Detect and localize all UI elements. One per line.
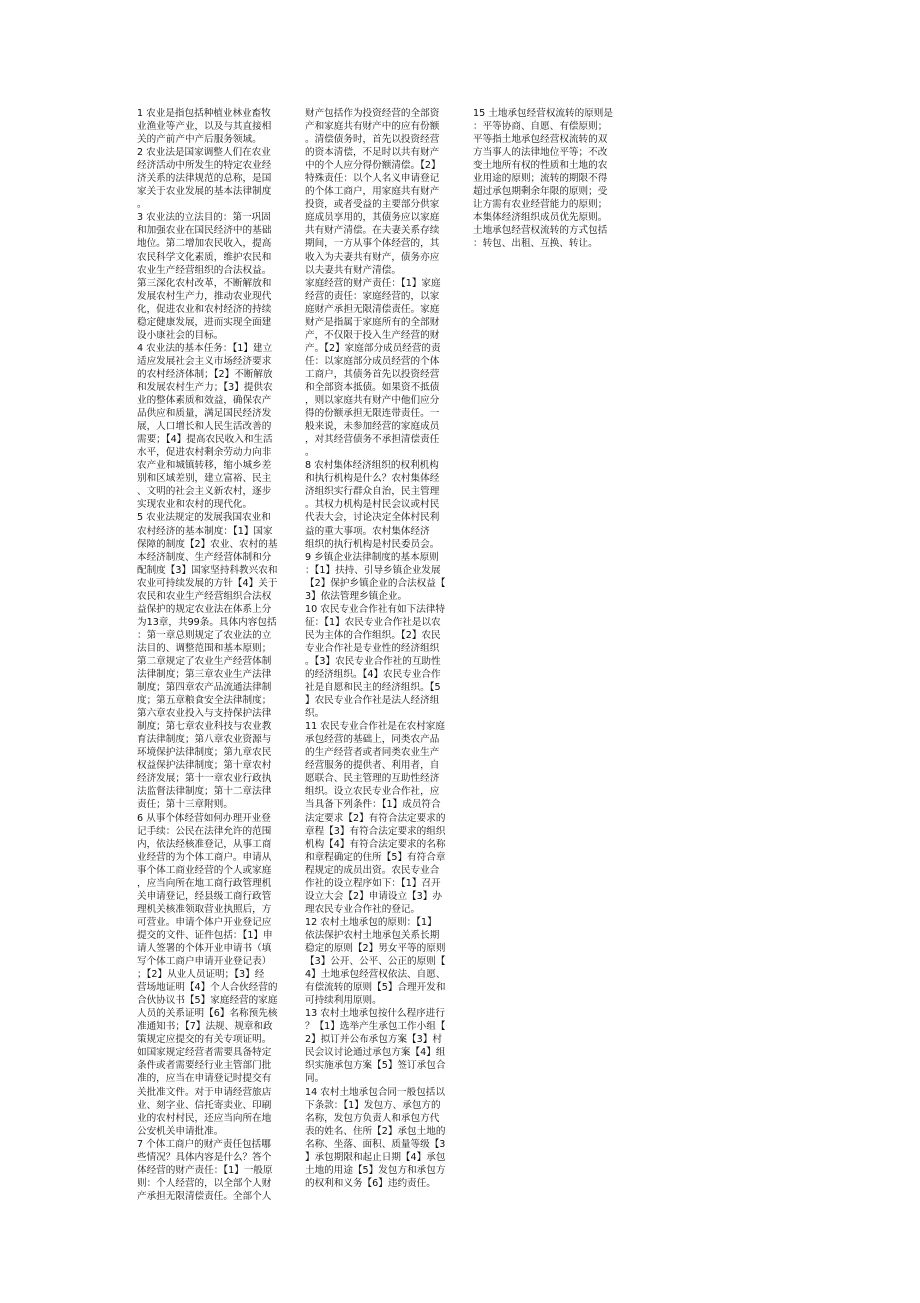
text-line: 【2】保护乡镇企业的合法权益【: [305, 577, 446, 589]
text-line: 。【3】农民专业合作社的互助性: [305, 655, 441, 667]
text-line: 益保护的规定农业法在体系上分: [137, 603, 272, 615]
text-line: 家关于农业发展的基本法律制度: [137, 186, 272, 198]
text-line: 策规定应提交的有关专项证明。: [137, 1034, 272, 1046]
text-line: ，应当向所在地工商行政管理机: [137, 877, 272, 889]
text-line: 中的个人应分得份额清偿。【2】: [305, 160, 441, 172]
text-line: 章程【3】有符合法定要求的组织: [305, 825, 446, 837]
text-line: 制度；第七章农业科技与农业教: [137, 721, 272, 733]
text-line: 准的，应当在申请登记时提交有: [137, 1073, 272, 1085]
text-line: 庭财产承担无限清偿责任。家庭: [305, 303, 440, 315]
text-line: 产承担无限清偿责任。全部个人: [137, 1190, 272, 1202]
text-line: 家庭经营的财产责任：【1】家庭: [305, 277, 441, 289]
text-line: 关申请登记，经县级工商行政管: [137, 890, 272, 902]
text-line: 法定要求【2】有符合法定要求的: [305, 812, 446, 824]
text-line: 配制度【3】国家坚持科教兴农和: [137, 564, 278, 576]
text-line: 得的份额承担无限连带责任。一: [305, 408, 440, 420]
text-line: 4 农业法的基本任务：【1】建立: [137, 342, 273, 354]
text-line: ：转包、出租、互换、转让。: [473, 238, 598, 250]
text-line: 的经济组织。【4】农民专业合作: [305, 669, 441, 681]
text-line: 经济发展；第十一章农业行政执: [137, 773, 272, 785]
text-line: 的资本清偿，不足时以共有财产: [305, 147, 440, 159]
text-line: 3 农业法的立法目的：第一巩固: [137, 212, 271, 224]
text-line: 业渔业等产业，以及与其直接相: [137, 121, 272, 133]
text-line: 的权利和义务【6】违约责任。: [305, 1177, 436, 1189]
text-line: 14 农村土地承包合同一般包括以: [305, 1086, 445, 1098]
text-line: 第二章规定了农业生产经营体制: [137, 655, 272, 667]
text-line: 业、刻字业、信托寄卖业、印刷: [137, 1099, 272, 1111]
text-line: 农产业和城镇转移，缩小城乡差: [137, 460, 272, 472]
text-line: 本集体经济组织成员优先原则。: [473, 212, 608, 224]
text-line: 任：以家庭部分成员经营的个体: [305, 355, 440, 367]
text-line: 理农民专业合作社的登记。: [305, 903, 421, 915]
text-line: 土地承包经营权流转的方式包括: [473, 225, 608, 237]
text-line: 发展农村生产力，推动农业现代: [137, 290, 272, 302]
text-line: 表的姓名、住所【2】承包土地的: [305, 1125, 446, 1137]
text-line: 土地的用途【5】发包方和承包方: [305, 1164, 446, 1176]
text-line: 则：个人经营的，以全部个人财: [137, 1177, 272, 1189]
text-line: 法目的、调整范围和基本原则；: [137, 642, 272, 654]
text-line: 业经营的为个体工商户。申请从: [137, 851, 272, 863]
text-line: 3】依法管理乡镇企业。: [305, 590, 408, 602]
text-line: 庭成员享用的，其债务应以家庭: [305, 212, 440, 224]
text-line: 理机关核准领取营业执照后，方: [137, 903, 272, 915]
text-line: 济关系的法律规范的总称，是国: [137, 173, 272, 185]
text-line: 经营服务的提供者、利用者，自: [305, 760, 440, 772]
text-line: 别和区域差别，建立富裕、民主: [137, 473, 272, 485]
text-line: 的生产经营者或者同类农业生产: [305, 747, 440, 759]
text-line: 、文明的社会主义新农村，逐步: [137, 486, 272, 498]
text-line: 织。: [305, 708, 325, 720]
text-line: 设立大会【2】申请设立【3】办: [305, 890, 442, 902]
text-line: 收入为夫妻共有财产，债务亦应: [305, 251, 440, 263]
text-line: 人员的关系证明【6】名称预先核: [137, 1008, 278, 1020]
text-line: 投资，或者受益的主要部分供家: [305, 199, 440, 211]
text-line: 变土地所有权的性质和土地的农: [473, 160, 608, 172]
text-line: 品供应和质量，满足国民经济发: [137, 408, 272, 420]
text-line: 适应发展社会主义市场经济要求: [137, 355, 272, 367]
text-line: 。: [137, 199, 147, 211]
text-line: 公安机关申请批准。: [137, 1125, 224, 1137]
text-line: 共有财产清偿。在夫妻关系存续: [305, 225, 440, 237]
text-line: 产和家庭共有财产中的应有份额: [305, 121, 440, 133]
text-line: 业的农村村民，还应当向所在地: [137, 1112, 272, 1124]
text-line: 和全部资本抵债。如果资不抵债: [305, 381, 440, 393]
text-line: 以夫妻共有财产清偿。: [305, 264, 401, 276]
text-line: 4】土地承包经营权依法、自愿、: [305, 969, 446, 981]
text-line: 内，依法经核准登记，从事工商: [137, 838, 272, 850]
text-line: 承包经营的基础上，同类农产品: [305, 734, 440, 746]
text-line: 事个体工商业经营的个人或家庭: [137, 864, 272, 876]
text-line: 10 农民专业合作社有如下法律特: [305, 603, 445, 615]
text-line: 专业合作社是专业性的经济组织: [305, 642, 440, 654]
text-line: 工商户，其债务首先以投资经营: [305, 368, 440, 380]
text-line: 农村经济的基本制度：【1】国家: [137, 525, 273, 537]
text-line: 作社的设立程序如下：【1】召开: [305, 877, 441, 889]
text-line: 农民和农业生产经营组织合法权: [137, 590, 272, 602]
text-line: 些情况？具体内容是什么？答个: [137, 1151, 272, 1163]
text-line: 本经济制度、生产经营体制和分: [137, 551, 272, 563]
text-line: 。清偿债务时，首先以投资经营: [305, 134, 440, 146]
text-line: 益的重大事项。农村集体经济: [305, 525, 430, 537]
text-line: 经济活动中所发生的特定农业经: [137, 160, 272, 172]
text-line: 般来说，未参加经营的家庭成员: [305, 421, 440, 433]
text-line: 当具备下列条件：【1】成员符合: [305, 799, 441, 811]
text-line: 和发展农村生产力；【3】提供农: [137, 381, 273, 393]
text-line: 征：【1】农民专业合作社是以农: [305, 616, 441, 628]
text-line: 【3】公开、公平、公正的原则【: [305, 956, 446, 968]
text-line: 法监督法律制度；第十二章法律: [137, 786, 272, 798]
text-line: 责任；第十三章附则。: [137, 799, 233, 811]
text-line: ：【1】扶持、引导乡镇企业发展: [305, 564, 441, 576]
text-line: 如国家规定经营者需要具备特定: [137, 1047, 272, 1059]
text-line: 化，促进农业和农村经济的持续: [137, 303, 272, 315]
text-line: 请人签署的个体开业申请书（填: [137, 943, 272, 954]
text-line: 名称，发包方负责人和承包方代: [305, 1112, 440, 1124]
text-line: 产。【2】家庭部分成员经营的责: [305, 342, 441, 354]
text-line: 机构【4】有符合法定要求的名称: [305, 838, 446, 850]
text-line: 1 农业是指包括种植业林业畜牧: [137, 108, 271, 119]
text-line: 法律制度；第三章农业生产法律: [137, 669, 272, 681]
text-line: 同。: [305, 1073, 325, 1085]
text-line: 民会议讨论通过承包方案【4】组: [305, 1047, 446, 1059]
text-line: 关批准文件。对于申请经营旅店: [137, 1086, 272, 1098]
text-line: 农民科学文化素质，维护农民和: [137, 251, 272, 263]
text-line: 制度；第四章农产品流通法律制: [137, 682, 272, 694]
text-line: 农业可持续发展的方针【4】关于: [137, 577, 278, 589]
text-line: 为13章，共99条。具体内容包括: [137, 616, 277, 628]
text-line: 依法保护农村土地承包关系长期: [305, 929, 440, 941]
text-line: 可营业。申请个体户开业登记应: [137, 916, 272, 928]
text-line: 有偿流转的原则【5】合理开发和: [305, 982, 446, 994]
text-line: 环境保护法律制度；第九章农民: [137, 747, 272, 759]
text-line: 13 农村土地承包按什么程序进行: [305, 1008, 445, 1020]
text-line: 展，人口增长和人民生活改善的: [137, 421, 272, 433]
text-line: 条件或者需要经行业主管部门批: [137, 1060, 272, 1072]
text-line: 营场地证明【4】个人合伙经营的: [137, 982, 278, 994]
text-line: 业用途的原则；流转的期限不得: [473, 173, 608, 185]
text-line: 的个体工商户，用家庭共有财产: [305, 186, 440, 198]
text-line: 组织的执行机构是村民委员会。: [305, 538, 440, 550]
text-line: 期间，一方从事个体经营的，其: [305, 238, 440, 250]
text-line: 记手续：公民在法律允许的范围: [137, 825, 272, 837]
text-line: 2】拟订并公布承包方案【3】村: [305, 1034, 442, 1046]
text-line: 】农民专业合作社是法人经济组: [305, 695, 440, 707]
text-line: 超过承包期剩余年限的原则；受: [473, 186, 608, 198]
text-line: 代表大会，讨论决定全体村民利: [305, 512, 440, 524]
text-line: 农业生产经营组织的合法权益。: [137, 264, 272, 276]
text-line: 设小康社会的目标。: [137, 329, 224, 341]
text-line: 关的产前产中产后服务领域。: [137, 134, 262, 146]
text-line: 财产是指属于家庭所有的全部财: [305, 316, 440, 328]
text-line: 名称、坐落、面积、质量等级【3: [305, 1138, 446, 1150]
text-line: 11 农民专业合作社是在农村家庭: [305, 721, 445, 733]
text-line: 第六章农业投入与支持保护法律: [137, 708, 272, 720]
text-line: 体经营的财产责任：【1】一般原: [137, 1164, 273, 1176]
text-line: 育法律制度；第八章农业资源与: [137, 734, 272, 746]
text-line: 写个体工商户申请开业登记表）: [137, 956, 272, 968]
text-line: ；【2】从业人员证明；【3】经: [137, 969, 265, 981]
text-line: 保障的制度【2】农业、农村的基: [137, 538, 278, 550]
text-line: 和加强农业在国民经济中的基础: [137, 225, 272, 237]
text-line: 业的整体素质和效益，确保农产: [137, 395, 272, 407]
text-line: 。: [305, 447, 315, 459]
text-line: 民为主体的合作组织。【2】农民: [305, 629, 441, 641]
text-line: 需要；【4】提高农民收入和生活: [137, 434, 273, 446]
text-line: 济组织实行群众自治，民主管理: [305, 486, 440, 498]
text-line: 8 农村集体经济组织的权利机构: [305, 460, 439, 472]
text-line: 实现农业和农村的现代化。: [137, 499, 253, 511]
text-line: 的农村经济体制；【2】不断解放: [137, 368, 273, 380]
text-line: 准通知书；【7】法规、规章和政: [137, 1021, 273, 1033]
text-line: 。其权力机构是村民会议或村民: [305, 499, 440, 511]
text-line: 6 从事个体经营如何办理开业登: [137, 812, 271, 824]
text-line: 稳定的原则【2】男女平等的原则: [305, 943, 446, 954]
text-line: 15 土地承包经营权流转的原则是: [473, 108, 613, 119]
text-line: 12 农村土地承包的原则：【1】: [305, 916, 437, 928]
text-line: 2 农业法是国家调整人们在农业: [137, 147, 271, 159]
text-line: 和章程确定的住所【5】有符合章: [305, 851, 446, 863]
text-line: 愿联合、民主管理的互助性经济: [305, 773, 440, 785]
text-line: 下条款：【1】发包方、承包方的: [305, 1099, 441, 1111]
text-line: 程规定的成员出资。农民专业合: [305, 864, 440, 876]
text-line: 第三深化农村改革，不断解放和: [137, 277, 272, 289]
text-column-1: [137, 107, 303, 1203]
text-line: 水平，促进农村剩余劳动力向非: [137, 447, 272, 459]
text-line: 9 乡镇企业法律制度的基本原则: [305, 551, 439, 563]
text-line: 经营的责任：家庭经营的，以家: [305, 290, 440, 302]
text-line: ？【1】选举产生承包工作小组【: [305, 1021, 446, 1033]
text-line: 方当事人的法律地位平等；不改: [473, 147, 608, 159]
text-line: 产，不仅限于投入生产经营的财: [305, 329, 440, 341]
text-line: 7 个体工商户的财产责任包括哪: [137, 1138, 271, 1150]
text-line: 和执行机构是什么？农村集体经: [305, 473, 440, 485]
text-column-2: [305, 107, 471, 1190]
text-line: 让方需有农业经营能力的原则；: [473, 199, 608, 211]
text-line: ，对其经营债务不承担清偿责任: [305, 434, 440, 446]
text-line: ，则以家庭共有财产中他们应分: [305, 395, 440, 407]
text-line: ：平等协商、自愿、有偿原则；: [473, 121, 608, 133]
text-line: 可持续利用原则。: [305, 995, 382, 1007]
text-line: 平等指土地承包经营权流转的双: [473, 134, 608, 146]
text-line: 度；第五章粮食安全法律制度；: [137, 695, 272, 707]
text-line: 财产包括作为投资经营的全部资: [305, 108, 440, 119]
text-line: 社是自愿和民主的经济组织。【5: [305, 682, 441, 694]
text-line: 地位。第二增加农民收入，提高: [137, 238, 272, 250]
text-line: 合伙协议书【5】家庭经营的家庭: [137, 995, 278, 1007]
text-line: 】承包期限和起止日期【4】承包: [305, 1151, 446, 1163]
text-line: 提交的文件、证件包括：【1】申: [137, 929, 273, 941]
text-line: 稳定健康发展，进而实现全面建: [137, 316, 272, 328]
text-line: 权益保护法律制度；第十章农村: [137, 760, 272, 772]
text-line: 织实施承包方案【5】签订承包合: [305, 1060, 446, 1072]
text-line: 组织。设立农民专业合作社，应: [305, 786, 440, 798]
text-line: ：第一章总则规定了农业法的立: [137, 629, 272, 641]
text-line: 特殊责任：以个人名义申请登记: [305, 173, 440, 185]
text-line: 5 农业法规定的发展我国农业和: [137, 512, 271, 524]
text-column-3: [473, 107, 639, 251]
